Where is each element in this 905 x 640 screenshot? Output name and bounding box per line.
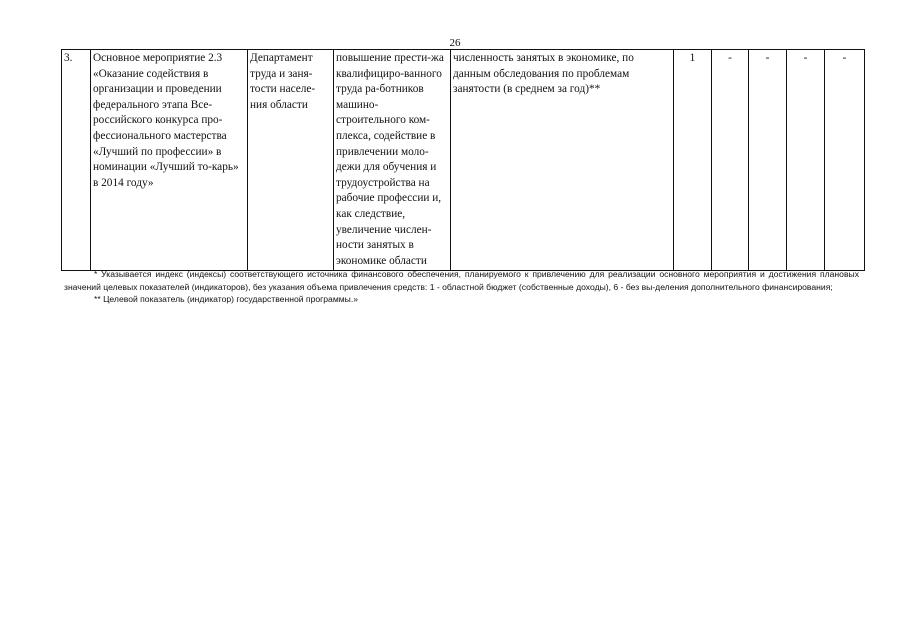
expected-result: повышение прести-жа квалифициро-ванного труда ра-ботников машино-строительного ком-плекса, содействие в привлечении моло-дежи для обучения и трудоустройства на рабочие профессии и, как следствие, увеличение числен-ности занятых в экономике области <box>334 50 451 271</box>
value-cell: - <box>712 50 749 271</box>
event-name: Основное мероприятие 2.3 «Оказание содействия в организации и проведении федерального этапа Все-российского конкурса про-фессионального мастерства «Лучший по профессии» в номинации «Лучший то-карь» в 2014 году» <box>91 50 248 271</box>
value-cell: - <box>787 50 825 271</box>
footnote-target-indicator: ** Целевой показатель (индикатор) государственной программы.» <box>94 294 358 305</box>
footnote-funding-source: * Указывается индекс (индексы) соответствующего источника финансового обеспечения, планируемого к привлечению для реализации основного мероприятия и достижения плановых значений целевых показателей (индикаторов), без указания объема привлечения средств: 1 - областной бюджет (собственные доходы), 6 - без вы-деления дополнительного финансирования; <box>64 269 859 292</box>
indicator: численность занятых в экономике, по данным обследования по проблемам занятости (в среднем за год)** <box>451 50 674 271</box>
value-cell: - <box>749 50 787 271</box>
program-table <box>61 49 865 271</box>
executor: Департамент труда и заня-тости населе-ния области <box>248 50 334 271</box>
table-row <box>62 50 865 271</box>
row-number: 3. <box>62 50 91 271</box>
source-index: 1 <box>674 50 712 271</box>
value-cell: - <box>825 50 865 271</box>
footnotes <box>64 268 859 306</box>
page-number: 26 <box>449 37 461 49</box>
